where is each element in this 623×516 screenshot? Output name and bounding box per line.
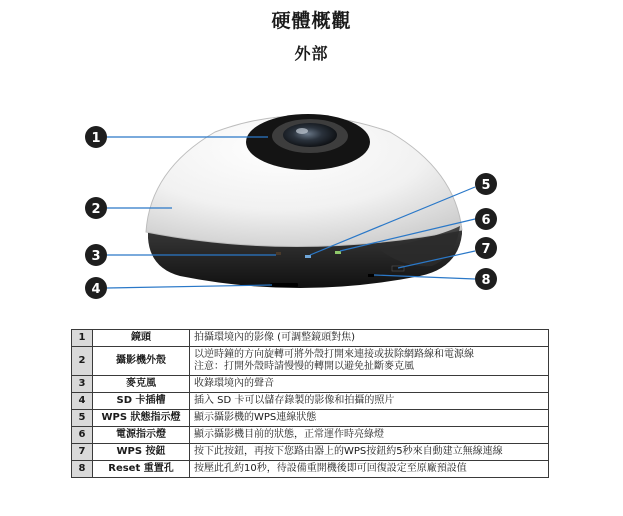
component-description — [190, 427, 549, 444]
component-name: 麥克風 — [93, 376, 190, 393]
callout-3-label: 3 — [91, 249, 101, 264]
callout-2-label: 2 — [91, 202, 101, 217]
callout-4-label: 4 — [91, 282, 101, 297]
component-description — [190, 461, 549, 478]
lens-highlight — [296, 128, 308, 134]
sd-slot — [270, 283, 298, 287]
table-row — [72, 427, 549, 444]
callout-6 — [475, 208, 497, 230]
microphone-hole — [276, 252, 281, 255]
camera-body — [146, 114, 462, 288]
callout-6-label: 6 — [481, 213, 491, 228]
component-name: 電源指示燈 — [93, 427, 190, 444]
callout-3 — [85, 244, 107, 266]
callout-1-label: 1 — [91, 131, 101, 146]
row-number: 7 — [72, 444, 93, 461]
callout-1 — [85, 126, 107, 148]
component-name: SD 卡插槽 — [93, 393, 190, 410]
callout-7 — [475, 237, 497, 259]
component-description — [190, 444, 549, 461]
page-title: 硬體概觀 — [271, 10, 352, 32]
lens-glass — [283, 123, 337, 147]
component-name: 鏡頭 — [93, 330, 190, 347]
row-number: 2 — [72, 347, 93, 376]
description-line: 拍攝環境內的影像 (可調整鏡頭對焦) — [194, 332, 355, 343]
component-description — [190, 410, 549, 427]
description-line: 收錄環境內的聲音 — [194, 378, 274, 389]
component-table — [71, 329, 549, 478]
description-line: 顯示攝影機的WPS連線狀態 — [194, 412, 317, 423]
callout-5-label: 5 — [481, 178, 491, 193]
row-number: 5 — [72, 410, 93, 427]
component-description — [190, 393, 549, 410]
table-row — [72, 330, 549, 347]
description-line: 按下此按鈕，再按下您路由器上的WPS按鈕約5秒來自動建立無線連線 — [194, 446, 503, 457]
callout-7-label: 7 — [481, 242, 491, 257]
description-line: 按壓此孔約10秒，待設備重開機後即可回復設定至原廠預設值 — [194, 463, 467, 474]
callout-5 — [475, 173, 497, 195]
leader-line-4 — [107, 285, 272, 288]
table-row — [72, 393, 549, 410]
description-line: 顯示攝影機目前的狀態，正常運作時亮綠燈 — [194, 429, 384, 440]
component-description — [190, 347, 549, 376]
component-name: WPS 按鈕 — [93, 444, 190, 461]
description-line: 注意：打開外殼時請慢慢的轉開以避免扯斷麥克風 — [194, 361, 414, 372]
table-row — [72, 444, 549, 461]
description-line: 插入 SD 卡可以儲存錄製的影像和拍攝的照片 — [194, 395, 395, 406]
table-row — [72, 347, 549, 376]
row-number: 3 — [72, 376, 93, 393]
component-name: WPS 狀態指示燈 — [93, 410, 190, 427]
table-row — [72, 410, 549, 427]
component-name: Reset 重置孔 — [93, 461, 190, 478]
callout-8-label: 8 — [481, 273, 491, 288]
table-row — [72, 376, 549, 393]
row-number: 8 — [72, 461, 93, 478]
row-number: 4 — [72, 393, 93, 410]
callout-4 — [85, 277, 107, 299]
row-number: 6 — [72, 427, 93, 444]
power-led — [335, 251, 341, 254]
component-description — [190, 376, 549, 393]
wps-led — [305, 255, 311, 258]
section-subtitle: 外部 — [294, 44, 329, 63]
callout-8 — [475, 268, 497, 290]
description-line: 以逆時鐘的方向旋轉可將外殼打開來連接或拔除網路線和電源線 — [194, 349, 474, 360]
component-name: 攝影機外殼 — [93, 347, 190, 376]
table-row — [72, 461, 549, 478]
callout-2 — [85, 197, 107, 219]
row-number: 1 — [72, 330, 93, 347]
reset-hole — [368, 274, 374, 277]
component-description — [190, 330, 549, 347]
